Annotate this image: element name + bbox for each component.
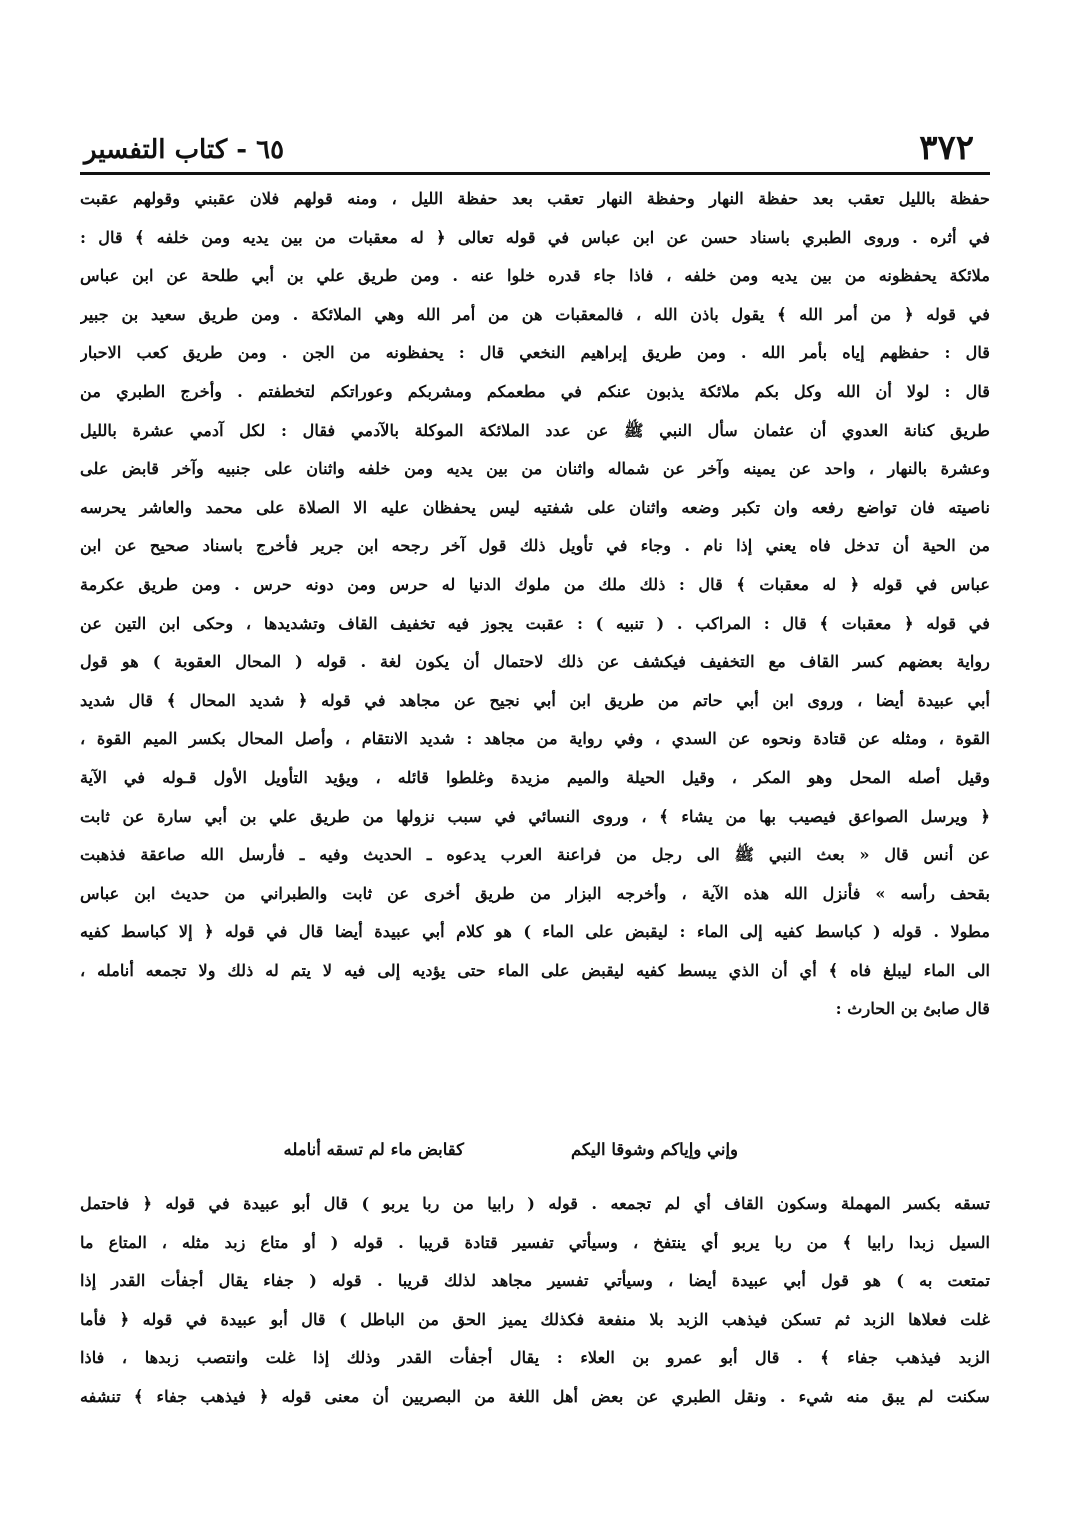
text-line: في قوله ﴿ معقبات ﴾ قال : المراكب . ( تنبيه ) : عقبت يجوز فيه تخفيف القاف وتشديدها ، وحكى ابن التين عن: [80, 613, 990, 633]
page-number: ٣٧٢: [919, 128, 974, 168]
header-divider: [80, 172, 990, 175]
page-header: [84, 128, 988, 172]
text-line: الى الماء ليبلغ فاه ﴾ أي أن الذي يبسط كفيه ليقبض على الماء حتى يؤديه إلى فيه لا يتم له ذلك ولا تجمعه أنامله ،: [80, 960, 990, 980]
poetry-verse: [80, 1130, 990, 1170]
text-line: تمتعت به ) هو قول أبي عبيدة أيضا ، وسيأتي تفسير مجاهد لذلك قريبا . قوله ( جفاء يقال أجفأت القدر إذا: [80, 1271, 990, 1291]
text-line: حفظة بالليل تعقب بعد حفظة النهار وحفظة النهار تعقب بعد حفظة الليل ، ومنه قولهم فلان عقبني وقولهم عقبت: [80, 189, 990, 208]
text-line: وقيل أصله المحل وهو المكر ، وقيل الحيلة والميم مزيدة وغلطوا قائله ، ويؤيد التأويل الأول قـوله في الآية: [80, 767, 990, 787]
text-line: أبي عبيدة أيضا ، وروى ابن أبي حاتم من طريق ابن أبي نجيح عن مجاهد في قوله ﴿ شديد المحال ﴾ قال شديد: [80, 690, 990, 710]
text-line: مطولا . قوله ( كباسط كفيه إلى الماء : ليقبض على الماء ) هو كلام أبي عبيدة أيضا قال في قوله ﴿ إلا كباسط كفيه: [80, 922, 990, 942]
text-line: القوة ، ومثله عن قتادة ونحوه عن السدي ، وفي رواية من مجاهد : شديد الانتقام ، وأصل المحال بكسر الميم القوة ،: [80, 729, 990, 749]
text-line: في قوله ﴿ من أمر الله ﴾ يقول باذن الله ، فالمعقبات هن من أمر الله وهي الملائكة . ومن طريق سعيد بن جبير: [80, 304, 990, 324]
text-line: سكنت لم يبق منه شيء . ونقل الطبري عن بعض أهل اللغة من البصريين أن معنى قوله ﴿ فيذهب جفاء ﴾ تنشفه: [80, 1386, 990, 1406]
text-line: طريق كنانة العدوي أن عثمان سأل النبي ﷺ عن عدد الملائكة الموكلة بالآدمي فقال : لكل آدمي عشرة بالليل: [80, 420, 990, 440]
text-line: ناصيته فان تواضع رفعه وان تكبر وضعه واثنان على شفتيه ليس يحفظان عليه الا الصلاة على محمد والعاشر يحرسه: [80, 497, 990, 517]
text-line: عن أنس قال « بعث النبي ﷺ الى رجل من فراعنة العرب يدعوه ـ الحديث وفيه ـ فأرسل الله صاعقة فذهبت: [80, 845, 990, 865]
text-line: بقحف رأسه » فأنزل الله هذه الآية ، وأخرجه البزار من طريق أخرى عن ثابت والطبراني من حديث ابن عباس: [80, 883, 990, 903]
continued-text-block: [80, 1185, 990, 1417]
text-line: قال : حفظهم إياه بأمر الله . ومن طريق إبراهيم النخعي قال : يحفظونه من الجن . ومن طريق كعب الاحبار: [80, 343, 990, 363]
text-line: قال صابئ بن الحارث :: [835, 999, 990, 1019]
text-line: غلت فعلاها الزبد ثم تسكن فيذهب الزبد بلا منفعة فكذلك يميز الحق من الباطل ) قال أبو عبيدة في قوله ﴿ فأما: [80, 1309, 990, 1329]
text-line: عباس في قوله ﴿ له معقبات ﴾ قال : ذلك ملك من ملوك الدنيا له حرس ومن دونه حرس . ومن طريق عكرمة: [80, 574, 990, 594]
verse-first-hemistich: وإني وإياكم وشوقا اليكم: [570, 1140, 738, 1159]
running-title: ٦٥ - كتاب التفسير: [84, 135, 285, 165]
text-line: في أثره . وروى الطبري باسناد حسن عن ابن عباس في قوله تعالى ﴿ له معقبات من بين يديه ومن خلفه ﴾ قال :: [80, 227, 990, 247]
text-line: وعشرة بالنهار ، واحد عن يمينه وآخر عن شماله واثنان من بين يديه ومن خلفه واثنان على جنبيه وآخر قابض على: [80, 459, 990, 479]
text-line: السيل زبدا رابيا ﴾ من ربا يربو أي ينتفخ ، وسيأتي تفسير قتادة قريبا . قوله ( أو متاع زبد مثله ، المتاع ما: [80, 1232, 990, 1252]
text-line: ﴿ ويرسل الصواعق فيصيب بها من يشاء ﴾ ، وروى النسائي في سبب نزولها من طريق علي بن أبي سارة عن ثابت: [80, 806, 990, 826]
text-line: ملائكة يحفظونه من بين يديه ومن خلفه ، فاذا جاء قدره خلوا عنه . ومن طريق علي بن أبي طلحة عن ابن عباس: [80, 266, 990, 286]
main-text-block: [80, 180, 990, 1029]
verse-second-hemistich: كقابض ماء لم تسقه أنامله: [283, 1140, 464, 1159]
text-line: قال : لولا أن الله وكل بكم ملائكة يذبون عنكم في مطعمكم ومشربكم وعوراتكم لتخطفتم . وأخرج الطبري من: [80, 381, 990, 401]
text-line: تسقه بكسر المهملة وسكون القاف أي لم تجمعه . قوله ( رابيا من ربا يربو ) قال أبو عبيدة في قوله ﴿ فاحتمل: [80, 1194, 990, 1213]
text-line: الزبد فيذهب جفاء ﴾ . قال أبو عمرو بن العلاء : يقال أجفأت القدر وذلك إذا غلت وانتصب زبدها ، فاذا: [80, 1348, 990, 1368]
text-line: رواية بعضهم كسر القاف مع التخفيف فيكشف عن ذلك لاحتمال أن يكون لغة . قوله ( المحال العقوبة ) هو قول: [80, 652, 990, 672]
text-line: من الحية أن تدخل فاه يعني إذا نام . وجاء في تأويل ذلك قول آخر رجحه ابن جرير فأخرج باسناد صحيح عن ابن: [80, 536, 990, 556]
